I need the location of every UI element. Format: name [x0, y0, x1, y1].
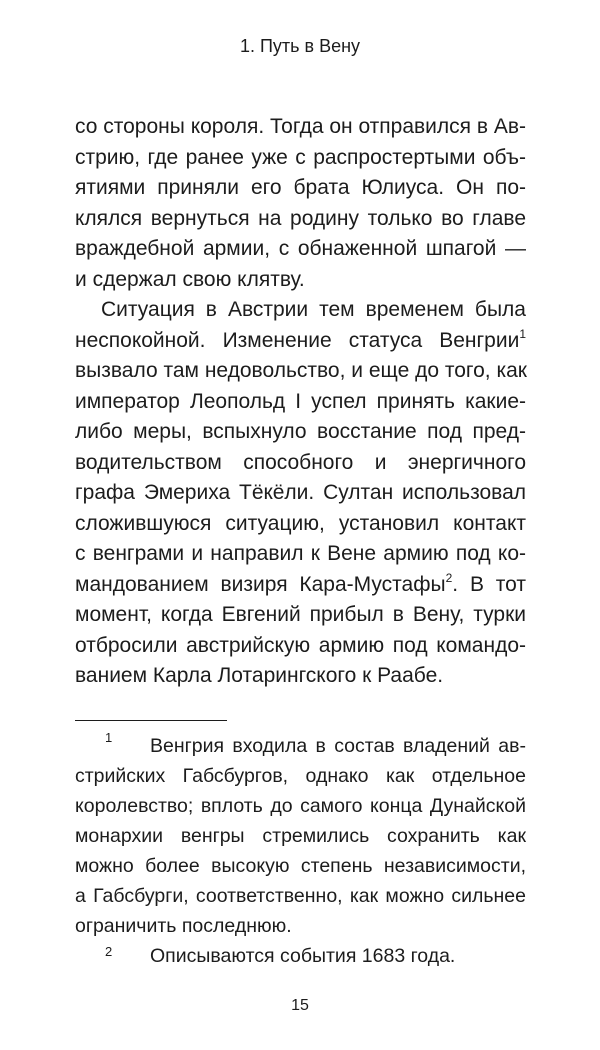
text-line	[75, 326, 526, 357]
footnote-ref-1[interactable]: 1	[519, 326, 526, 341]
footnote-2	[75, 941, 526, 971]
text-line: император Леопольд I успел принять какие-	[75, 389, 526, 413]
line-text: мандованием визиря Кара-Мустафы	[75, 572, 446, 596]
text-line: ятиями приняли его брата Юлиуса. Он по-	[75, 176, 526, 199]
text-line: ванием Карла Лотарингского к Раабе.	[75, 664, 444, 687]
text-line: с венграми и направил к Вене армию под ко-	[75, 542, 526, 565]
text-line: вызвало там недовольство, и еще до того, как	[75, 359, 527, 382]
text-line: Ситуация в Австрии тем временем была	[101, 298, 526, 321]
line-text: неспокойной. Изменение статуса Венгрии	[75, 328, 520, 352]
running-header: 1. Путь в Вену	[239, 36, 361, 56]
text-line: ограничить последнюю.	[75, 915, 292, 937]
text-line: а Габсбурги, соответственно, как можно сильнее	[75, 885, 526, 907]
text-line: и сдержал свою клятву.	[75, 267, 305, 291]
text-line: водительством способного и энергичного	[75, 450, 526, 474]
text-line: момент, когда Евгений прибыл в Вену, турки	[75, 603, 526, 626]
footnote-1	[75, 731, 526, 761]
text-line: королевство; вплоть до самого конца Дунайской	[75, 795, 526, 817]
body-text	[75, 112, 526, 692]
text-line: сложившуюся ситуацию, установил контакт	[75, 511, 526, 535]
line-text: Описываются события 1683 года.	[150, 945, 456, 967]
footnote-number: 1	[105, 730, 113, 745]
text-line: монархии венгры стремились сохранить как	[75, 825, 526, 847]
footnotes	[75, 731, 526, 971]
text-line: графа Эмериха Тёкёли. Султан использовал	[75, 481, 526, 504]
text-line: стрию, где ранее уже с распростертыми объ-	[75, 145, 526, 169]
footnote-number: 2	[105, 944, 113, 959]
page-number: 15	[291, 997, 309, 1014]
text-line: либо меры, вспыхнуло восстание под пред-	[75, 420, 526, 443]
text-line: клялся вернуться на родину только во главе	[75, 206, 526, 230]
text-line: отбросили австрийскую армию под командо-	[75, 633, 526, 657]
text-line	[75, 570, 526, 601]
text-line: враждебной армии, с обнаженной шпагой —	[75, 237, 526, 260]
line-text: Венгрия входила в состав владений ав-	[150, 735, 526, 757]
line-text: . В тот	[452, 572, 526, 596]
text-line: можно более высокую степень независимости,	[75, 855, 526, 877]
text-line: со стороны короля. Тогда он отправился в Ав-	[75, 115, 527, 138]
text-line: стрийских Габсбургов, однако как отдельное	[75, 765, 526, 787]
footnote-ref-2[interactable]: 2	[445, 570, 453, 585]
footnote-divider	[75, 720, 227, 721]
